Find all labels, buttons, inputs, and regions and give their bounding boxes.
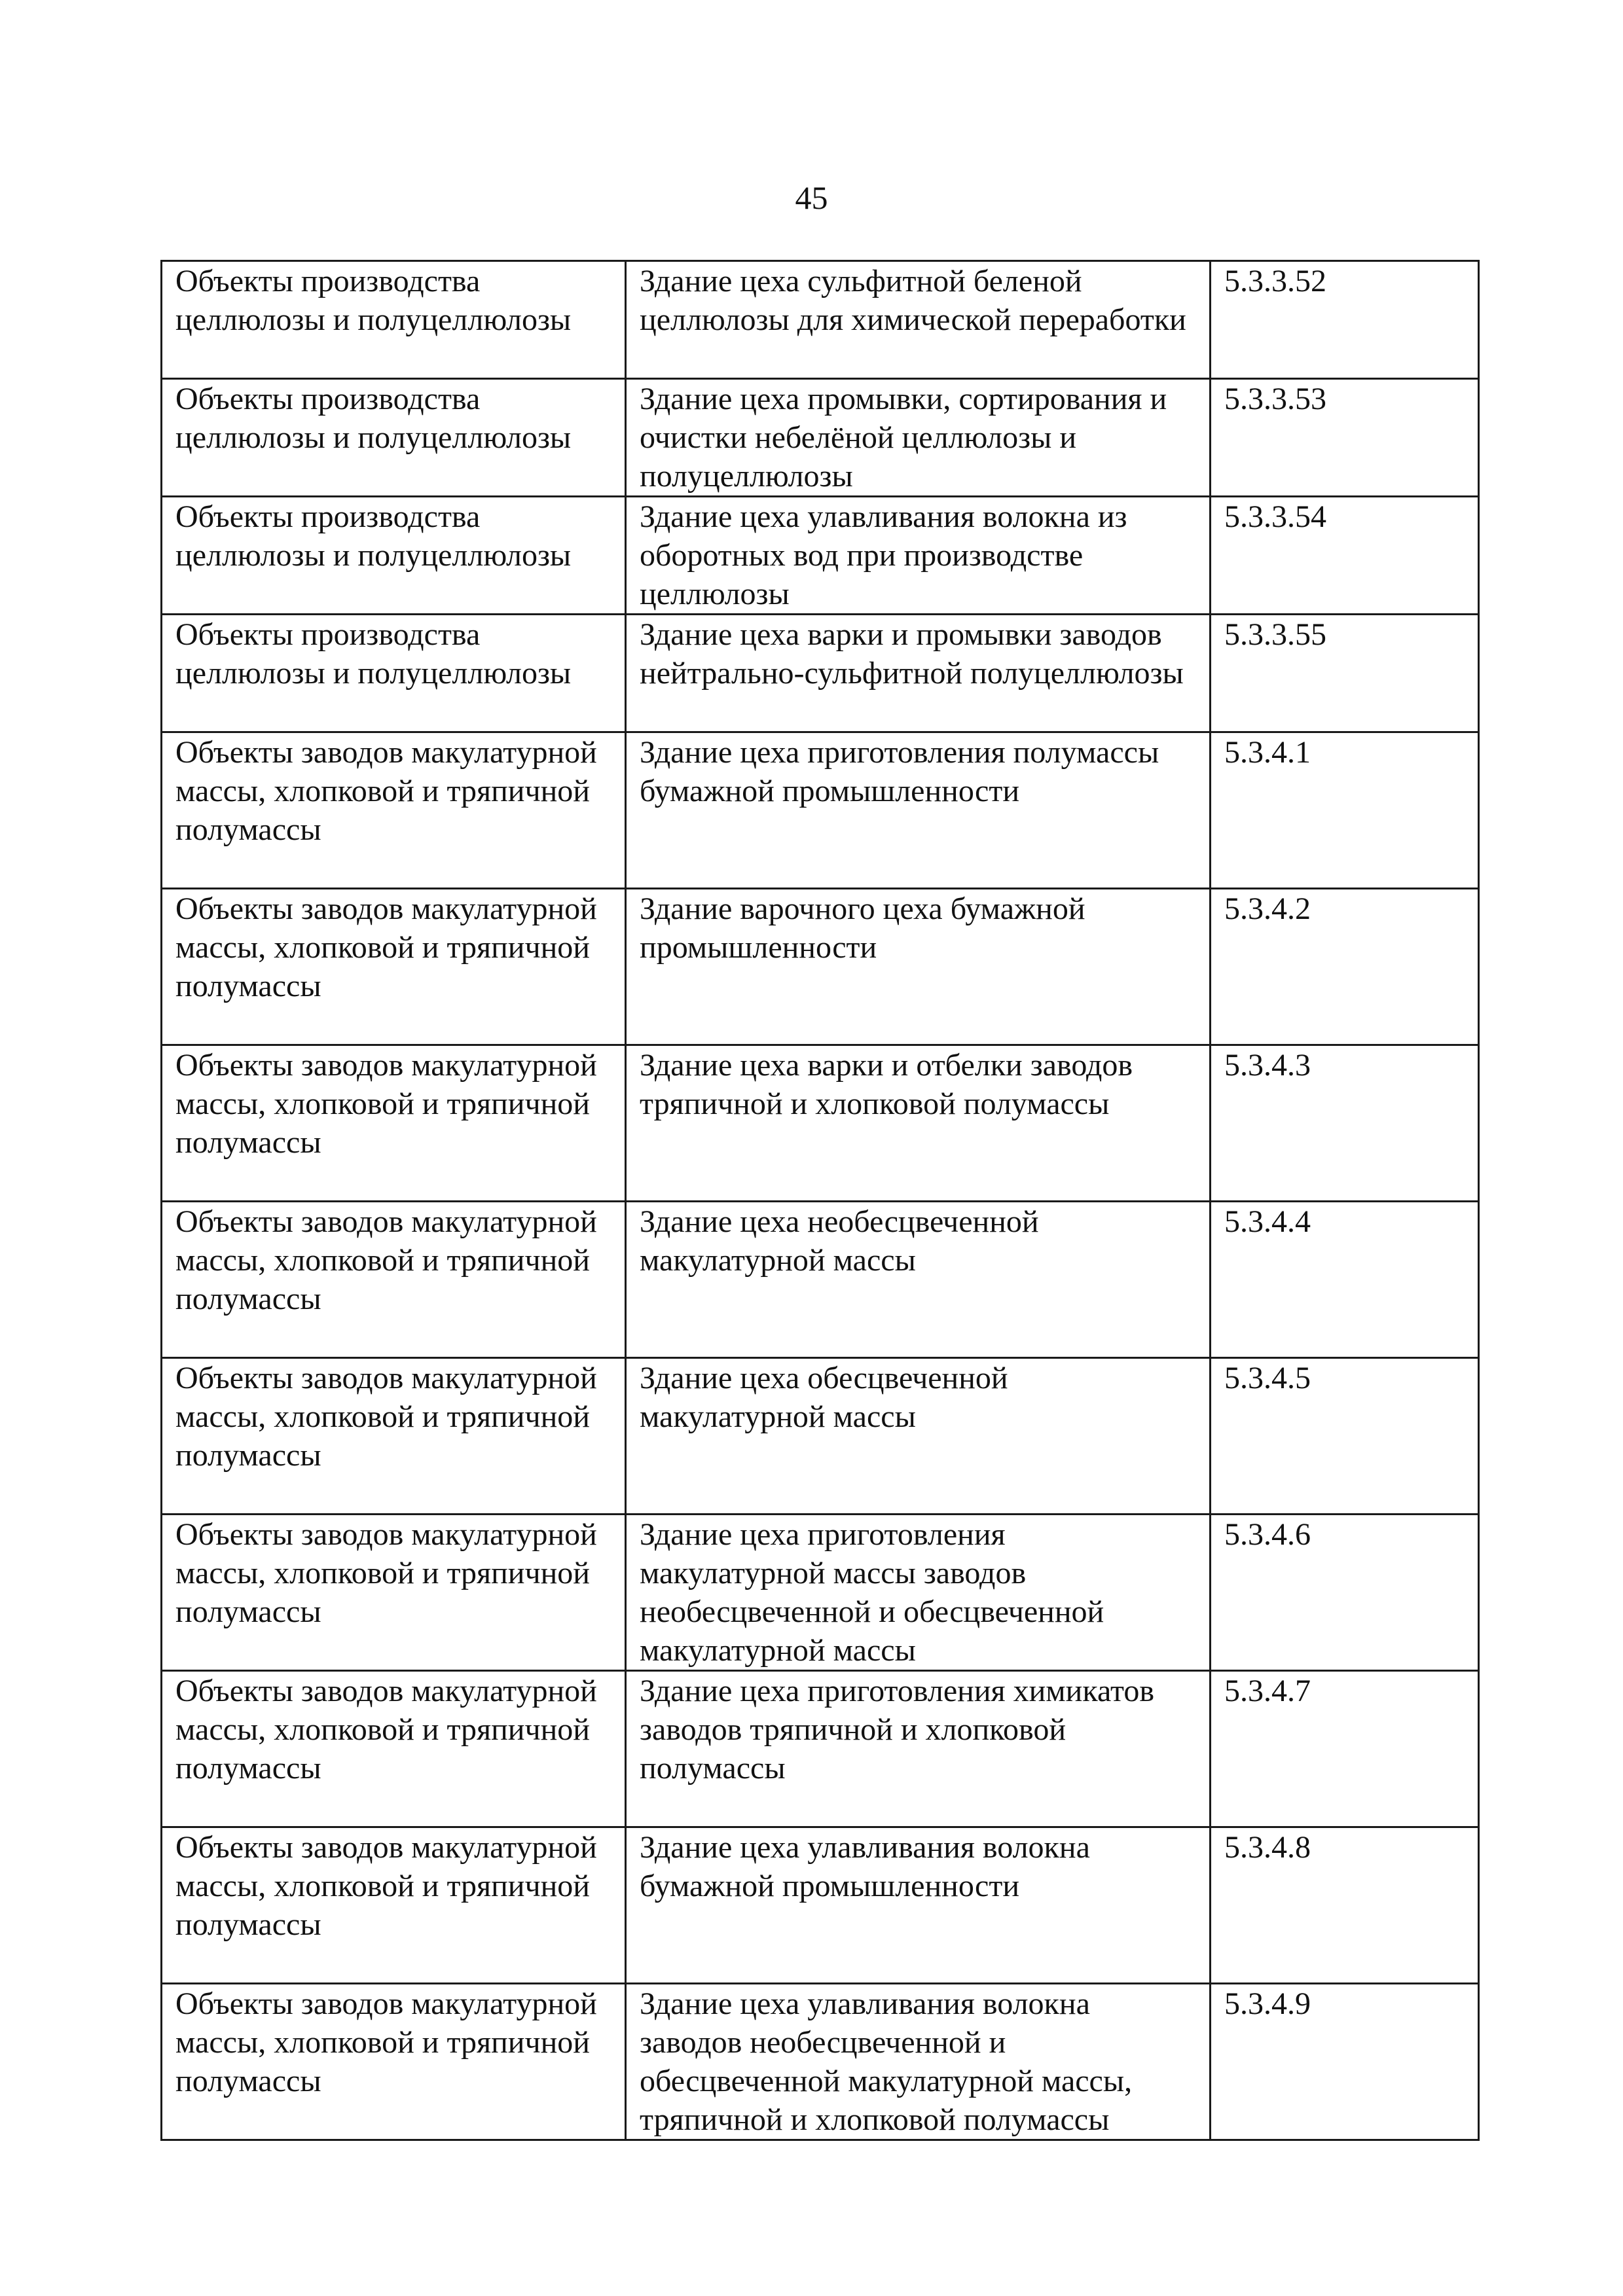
object-cell: Объекты заводов макулатурной массы, хлопковой и тряпичной полумассы [162,732,626,889]
table-row [162,1045,1479,1202]
object-cell: Объекты заводов макулатурной массы, хлопковой и тряпичной полумассы [162,1515,626,1671]
building-cell: Здание цеха обесцвеченной макулатурной массы [626,1358,1211,1515]
code-cell: 5.3.3.55 [1211,615,1479,732]
building-cell: Здание варочного цеха бумажной промышленности [626,889,1211,1045]
table-row [162,615,1479,732]
table-row [162,379,1479,497]
table-row [162,1202,1479,1358]
object-cell: Объекты заводов макулатурной массы, хлопковой и тряпичной полумассы [162,1202,626,1358]
code-cell: 5.3.3.53 [1211,379,1479,497]
page-number: 45 [795,179,828,216]
object-cell: Объекты производства целлюлозы и полуцеллюлозы [162,261,626,379]
building-cell: Здание цеха варки и промывки заводов нейтрально-сульфитной полуцеллюлозы [626,615,1211,732]
code-cell: 5.3.4.6 [1211,1515,1479,1671]
building-cell: Здание цеха приготовления полумассы бумажной промышленности [626,732,1211,889]
classification-table [160,260,1480,2141]
table-row [162,1515,1479,1671]
object-cell: Объекты заводов макулатурной массы, хлопковой и тряпичной полумассы [162,889,626,1045]
object-cell: Объекты заводов макулатурной массы, хлопковой и тряпичной полумассы [162,1984,626,2140]
building-cell: Здание цеха приготовления макулатурной массы заводов необесцвеченной и обесцвеченной макулатурной массы [626,1515,1211,1671]
building-cell: Здание цеха необесцвеченной макулатурной массы [626,1202,1211,1358]
code-cell: 5.3.3.52 [1211,261,1479,379]
table-row [162,1671,1479,1827]
code-cell: 5.3.4.4 [1211,1202,1479,1358]
object-cell: Объекты заводов макулатурной массы, хлопковой и тряпичной полумассы [162,1671,626,1827]
code-cell: 5.3.4.3 [1211,1045,1479,1202]
table-row [162,732,1479,889]
object-cell: Объекты производства целлюлозы и полуцеллюлозы [162,615,626,732]
object-cell: Объекты заводов макулатурной массы, хлопковой и тряпичной полумассы [162,1358,626,1515]
building-cell: Здание цеха улавливания волокна заводов необесцвеченной и обесцвеченной макулатурной массы, тряпичной и хлопковой полумассы [626,1984,1211,2140]
building-cell: Здание цеха приготовления химикатов заводов тряпичной и хлопковой полумассы [626,1671,1211,1827]
code-cell: 5.3.4.7 [1211,1671,1479,1827]
table-row [162,497,1479,615]
code-cell: 5.3.4.9 [1211,1984,1479,2140]
building-cell: Здание цеха улавливания волокна бумажной промышленности [626,1827,1211,1984]
table-row [162,1984,1479,2140]
code-cell: 5.3.3.54 [1211,497,1479,615]
code-cell: 5.3.4.5 [1211,1358,1479,1515]
object-cell: Объекты заводов макулатурной массы, хлопковой и тряпичной полумассы [162,1045,626,1202]
table-row [162,1827,1479,1984]
object-cell: Объекты производства целлюлозы и полуцеллюлозы [162,497,626,615]
building-cell: Здание цеха варки и отбелки заводов тряпичной и хлопковой полумассы [626,1045,1211,1202]
code-cell: 5.3.4.2 [1211,889,1479,1045]
table-row [162,889,1479,1045]
code-cell: 5.3.4.8 [1211,1827,1479,1984]
table-row [162,1358,1479,1515]
code-cell: 5.3.4.1 [1211,732,1479,889]
building-cell: Здание цеха сульфитной беленой целлюлозы для химической переработки [626,261,1211,379]
object-cell: Объекты заводов макулатурной массы, хлопковой и тряпичной полумассы [162,1827,626,1984]
object-cell: Объекты производства целлюлозы и полуцеллюлозы [162,379,626,497]
building-cell: Здание цеха промывки, сортирования и очистки небелёной целлюлозы и полуцеллюлозы [626,379,1211,497]
building-cell: Здание цеха улавливания волокна из оборотных вод при производстве целлюлозы [626,497,1211,615]
table-row [162,261,1479,379]
